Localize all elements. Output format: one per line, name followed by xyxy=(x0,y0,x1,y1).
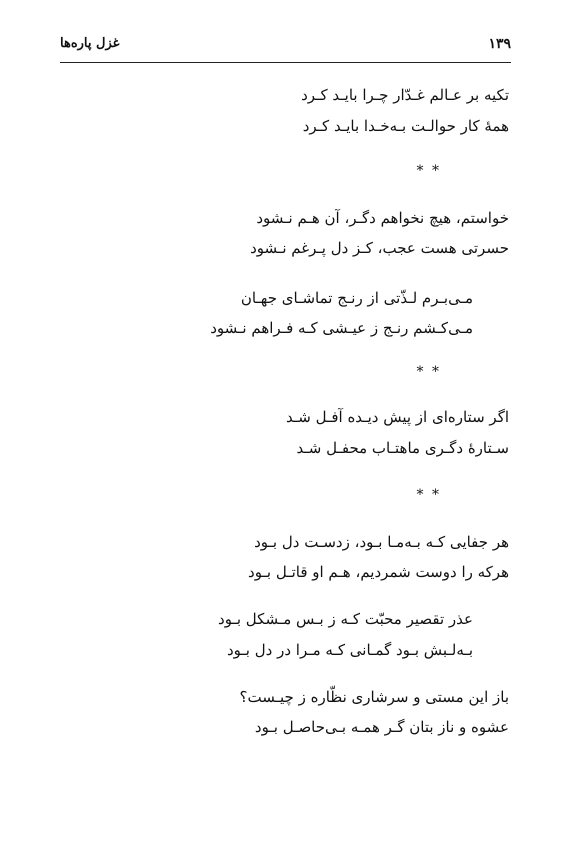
verse-line: باز این مستی و سرشاری نظّاره ز چیـست؟ xyxy=(239,688,509,706)
verse-line: سـتارهٔ دگـری ماهتـاب محفـل شـد xyxy=(296,439,509,457)
running-title: غزل پاره‌ها xyxy=(60,36,120,51)
verse-line: همهٔ کار حوالـت بـه‌خـدا بایـد کـرد xyxy=(302,117,509,135)
section-separator: * * xyxy=(416,163,441,179)
verse-line: بـه‌لـبش بـود گمـانی کـه مـرا در دل بـود xyxy=(226,641,473,659)
verse-line: اگر ستاره‌ای از پیش دیـده آفـل شـد xyxy=(285,408,509,426)
section-separator: * * xyxy=(416,487,441,503)
verse-line: عذر تقصیر محبّت کـه ز بـس مـشکل بـود xyxy=(218,610,473,628)
section-separator: * * xyxy=(416,364,441,380)
verse-line: هرکه را دوست شمردیم، هـم او قاتـل بـود xyxy=(248,563,509,581)
verse-line: عشوه و ناز بتان گـر همـه بـی‌حاصـل بـود xyxy=(254,718,509,736)
verse-line: مـی‌کـشم رنـج ز عیـشی کـه فـراهم نـشود xyxy=(210,319,473,337)
page-number: ۱۳۹ xyxy=(488,36,511,52)
verse-line: مـی‌بـرم لـذّتی از رنـج تماشـای جهـان xyxy=(240,289,473,307)
page-header xyxy=(60,34,511,63)
verse-line: حسرتی هست عجب، کـز دل پـرغم نـشود xyxy=(250,239,509,257)
verse-line: هر جفایی کـه بـه‌مـا بـود، زدسـت دل بـود xyxy=(254,533,509,551)
verse-line: خواستم، هیچ نخواهم دگـر، آن هـم نـشود xyxy=(256,209,509,227)
verse-line: تکیه بر عـالم غـدّار چـرا بایـد کـرد xyxy=(301,86,509,104)
